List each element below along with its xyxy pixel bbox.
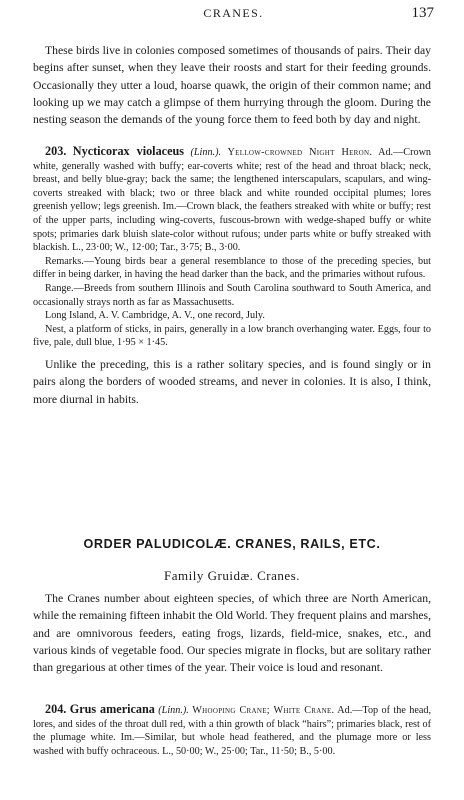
species-204-authority: (Linn.). xyxy=(158,705,189,716)
family-section xyxy=(33,590,431,676)
species-203-range: Range.—Breeds from southern Illinois and South Carolina southward to South America, and occasionally strays north as far as Massachusetts. xyxy=(33,282,431,308)
family-heading: Family Gruidæ. Cranes. xyxy=(164,568,300,583)
species-203-number: 203. xyxy=(45,144,67,158)
species-203-records: Long Island, A. V. Cambridge, A. V., one record, July. xyxy=(45,310,265,322)
species-204-description: Ad.—Top of the head, lores, and sides of the throat dull red, with a thin growth of black “hairs”; primaries black, rest of the plumage white. Im.—Similar, but whole head feathered, and the plumage more or less washed with buffy ochraceous. L., 50·00; W., 25·00; Tar., 11·50; B., 5·00. xyxy=(33,705,432,757)
family-paragraph: The Cranes number about eighteen species, of which three are North American, while the remaining fifteen inhabit the Old World. They frequent plains and marshes, and are omnivorous feeders, eating frogs, lizards, field-mice, snakes, etc., and various kinds of vegetable food. Our species migrate in flocks, but are solitary rather than gregarious at other times of the year. Their voice is loud and resonant. xyxy=(33,592,431,675)
page-number: 137 xyxy=(411,5,434,21)
species-204-number: 204. xyxy=(45,702,67,716)
species-204-entry xyxy=(33,703,431,758)
order-heading: ORDER PALUDICOLÆ. CRANES, RAILS, ETC. xyxy=(83,537,381,551)
species-203-common-name: Yellow-crowned Night Heron. xyxy=(227,147,373,158)
species-204-description-paragraph xyxy=(33,703,431,758)
species-203-authority: (Linn.). xyxy=(190,147,222,158)
intro-paragraph: These birds live in colonies composed sometimes of thousands of pairs. Their day begins after sunset, when they leave their roosts and start for their feeding grounds. Occasionally they utter a loud, hoarse quawk, the origin of their common name; and looking up we may catch a glimpse of them hurrying through the gloom. During the nesting season the demands of the young force them to feed both by day and night. xyxy=(33,44,431,127)
species-203-description-paragraph xyxy=(33,145,431,255)
running-title: CRANES. xyxy=(203,6,264,20)
running-header xyxy=(33,6,434,22)
species-203-remarks: Remarks.—Young birds bear a general resemblance to those of the preceding species, but differ in being darker, in having the head darker than the back, and the primaries without rufous. xyxy=(33,255,431,281)
intro-section xyxy=(33,42,431,128)
species-203-description: Ad.—Crown white, generally washed with buffy; ear-coverts white; rest of the head and throat black; neck, breast, and belly blue-gray; back the same; the lengthened interscapulars, scapulars, and wing-coverts streaked with black; two or three black and white rounded occipital plumes; lores greenish yellow; legs greenish. Im.—Crown black, the feathers streaked with white or buffy; rest of the upper parts, including wing-coverts, fuscous-brown with wedge-shaped buffy or white spots; primaries dark bluish slate-color without rufous; under parts white or buffy streaked with blackish. L., 23·00; W., 12·00; Tar., 3·75; B., 3·00. xyxy=(33,147,432,254)
species-203-closing: Unlike the preceding, this is a rather solitary species, and is found singly or in pairs along the borders of wooded streams, and never in colonies. It is also, I think, more diurnal in habits. xyxy=(33,357,431,406)
species-204-scientific-name: Grus americana xyxy=(69,702,155,716)
species-203-entry xyxy=(33,145,431,408)
species-204-common-name: Whooping Crane; White Crane. xyxy=(192,705,335,716)
species-203-scientific-name: Nycticorax violaceus xyxy=(72,144,185,158)
species-203-nest: Nest, a platform of sticks, in pairs, generally in a low branch overhanging water. Eggs, four to five, pale, dull blue, 1·95 × 1·45. xyxy=(33,323,431,349)
